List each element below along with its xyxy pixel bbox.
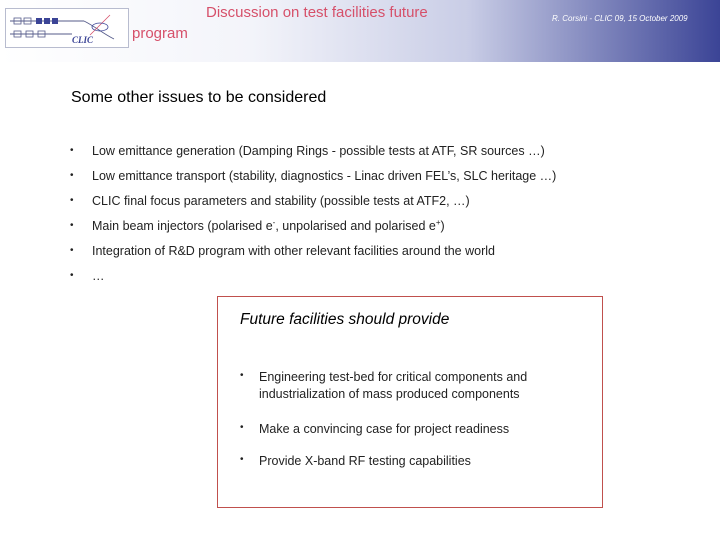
list-item-text: Low emittance transport (stability, diagnostics - Linac driven FEL’s, SLC heritage …) [92, 169, 557, 183]
list-item-text [92, 219, 445, 233]
bullet-icon: • [240, 370, 244, 381]
box-heading: Future facilities should provide [240, 311, 450, 328]
list-item-text: Integration of R&D program with other relevant facilities around the world [92, 244, 495, 258]
bullet-icon: • [70, 195, 74, 206]
bullet-icon: • [70, 145, 74, 156]
title-line-1: Discussion on test facilities future [206, 4, 428, 21]
clic-logo-text: CLIC [72, 35, 94, 45]
list-item [240, 453, 590, 470]
bullet-icon: • [70, 245, 74, 256]
bullet-icon: • [240, 422, 244, 433]
injectors-text-middle: , unpolarised and polarised e [275, 219, 436, 233]
bullet-icon: • [240, 454, 244, 465]
list-item-text: … [92, 269, 105, 283]
injectors-text-start: Main beam injectors (polarised e [92, 219, 273, 233]
list-item-text: Low emittance generation (Damping Rings - possible tests at ATF, SR sources …) [92, 144, 545, 158]
list-item-text: CLIC final focus parameters and stability (possible tests at ATF2, …) [92, 194, 470, 208]
bullet-icon: • [70, 270, 74, 281]
clic-logo [5, 8, 129, 48]
slide-heading: Some other issues to be considered [71, 89, 327, 106]
list-item [240, 421, 590, 453]
injectors-text-end: ) [440, 219, 445, 233]
future-facilities-list [240, 369, 590, 470]
bullet-icon: • [70, 220, 74, 231]
positron-superscript: + [435, 217, 441, 227]
list-item-text: Provide X-band RF testing capabilities [259, 454, 471, 468]
bullet-icon: • [70, 170, 74, 181]
author-date: R. Corsini - CLIC 09, 15 October 2009 [552, 14, 688, 23]
title-line-2: program [132, 25, 188, 42]
list-item-text: Make a convincing case for project readiness [259, 422, 510, 436]
list-item-text: Engineering test-bed for critical components and industrialization of mass produced components [259, 370, 528, 401]
list-item [240, 369, 590, 421]
future-facilities-box [217, 296, 603, 508]
clic-logo-graphic [6, 9, 128, 47]
electron-superscript: - [272, 217, 276, 227]
